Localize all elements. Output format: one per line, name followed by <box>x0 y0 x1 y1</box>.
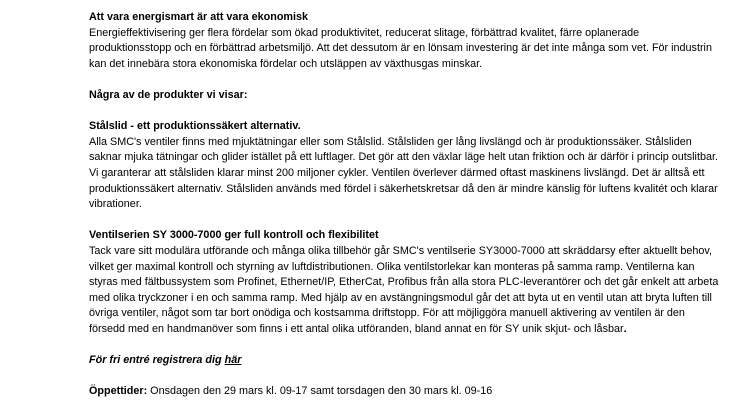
document-page <box>89 10 719 400</box>
section-heading-sy-series: Ventilserien SY 3000-7000 ger full kontroll och flexibilitet <box>89 229 379 242</box>
registration-text: För fri entré registrera dig <box>89 354 225 367</box>
section-body-sy-end: . <box>623 322 627 335</box>
section-body-energy: Energieffektivisering ger flera fördelar som ökad produktivitet, reducerat slitage, förbättrad kvalitet, färre oplanerade produktionsstopp och en förbättrad arbetsmiljö. Att det dessutom är en lönsam investering är det inte många som vet. För industrin kan det innebära stora ekonomiska fördelar och utsläppen av växthusgas minskar. <box>89 26 712 70</box>
section-body-stalslid: Alla SMC's ventiler finns med mjuktätningar eller som Stålslid. Stålsliden ger lång livslängd och är produktionssäker. Stålsliden saknar mjuka tätningar och glider istället på ett luftlager. Det gör att den växlar läge helt utan friktion och är därför i princip outslitbar. Vi garanterar att stålsliden klarar minst 200 miljoner cykler. Ventilen överlever därmed oftast maskinens livslängd. Det är alltså ett produktionssäkert alternativ. Stålsliden används med fördel i säkerhetskretsar då den är mindre känslig för luftens kvalitét och klarar vibrationer. <box>89 135 718 211</box>
section-body-sy-text: Tack vare sitt modulära utförande och många olika tillbehör går SMC's ventilserie SY3000-7000 att skräddarsy efter aktuellt behov, vilket ger maximal kontroll och styrning av luftdistributionen. Olika ventilstorlekar kan monteras på samma ramp. Ventilerna kan styras med fältbussystem som Profinet, Ethernet/IP, EtherCat, Profibus från alla stora PLC-leverantörer och det går enkelt att arbeta med olika tryckzoner i en och samma ramp. Med hjälp av en avstängningsmodul går det att byta ut en ventil utan att bryta luften till övriga ventiler, något som tar bort onödiga och kostsamma driftstopp. För att möjliggöra manuell aktivering av ventilen är den försedd med en handmanöver som finns i ett antal olika utföranden, bland annat en för SY unik skjut- och låsbar <box>89 244 719 335</box>
spacer <box>89 369 719 385</box>
spacer <box>89 72 719 88</box>
section-heading-energy: Att vara energismart är att vara ekonomisk <box>89 11 309 23</box>
spacer <box>89 337 719 353</box>
opening-hours-text: Onsdagen den 29 mars kl. 09-17 samt torsdagen den 30 mars kl. 09-16 <box>147 385 493 398</box>
spacer <box>89 104 719 120</box>
opening-hours-label: Öppettider: <box>89 385 148 398</box>
spacer <box>89 213 719 229</box>
opening-hours <box>89 384 719 400</box>
section-body-sy-series <box>89 244 719 338</box>
registration-line <box>89 353 719 369</box>
section-heading-stalslid: Stålslid - ett produktionssäkert alternativ. <box>89 120 301 133</box>
registration-link[interactable]: här <box>224 354 242 367</box>
products-heading: Några av de produkter vi visar: <box>89 88 248 101</box>
